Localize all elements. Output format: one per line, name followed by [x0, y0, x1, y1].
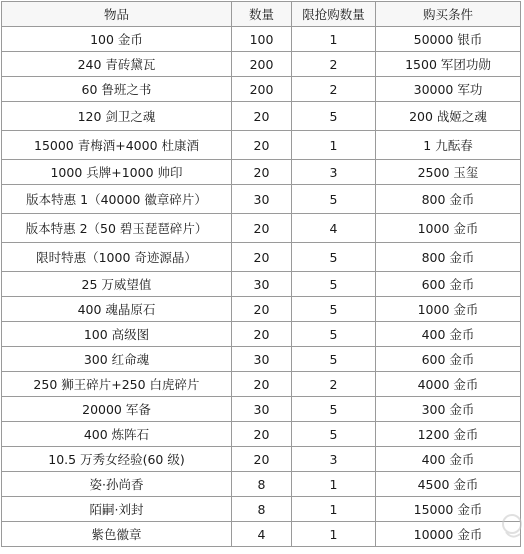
- table-header-row: [2, 2, 521, 27]
- limit-cell: 5: [292, 102, 376, 131]
- table-row: [2, 77, 521, 102]
- condition-cell: 800 金币: [376, 243, 521, 272]
- quantity-cell: 8: [232, 472, 292, 497]
- item-cell: 版本特惠 1（40000 徽章碎片）: [2, 185, 232, 214]
- limit-cell: 2: [292, 372, 376, 397]
- quantity-cell: 20: [232, 447, 292, 472]
- item-cell: 120 剑卫之魂: [2, 102, 232, 131]
- quantity-cell: 20: [232, 102, 292, 131]
- header-item: 物品: [2, 2, 232, 27]
- limit-cell: 1: [292, 497, 376, 522]
- limit-cell: 5: [292, 397, 376, 422]
- quantity-cell: 20: [232, 160, 292, 185]
- quantity-cell: 20: [232, 243, 292, 272]
- quantity-cell: 8: [232, 497, 292, 522]
- table-row: [2, 372, 521, 397]
- limit-cell: 5: [292, 322, 376, 347]
- quantity-cell: 30: [232, 185, 292, 214]
- condition-cell: 600 金币: [376, 347, 521, 372]
- quantity-cell: 20: [232, 131, 292, 160]
- limit-cell: 3: [292, 160, 376, 185]
- quantity-cell: 20: [232, 297, 292, 322]
- condition-cell: 1500 军团功勋: [376, 52, 521, 77]
- reward-table: [1, 1, 521, 547]
- item-cell: 姿·孙尚香: [2, 472, 232, 497]
- quantity-cell: 200: [232, 77, 292, 102]
- condition-cell: 600 金币: [376, 272, 521, 297]
- condition-cell: 30000 军功: [376, 77, 521, 102]
- item-cell: 15000 青梅酒+4000 杜康酒: [2, 131, 232, 160]
- quantity-cell: 20: [232, 214, 292, 243]
- item-cell: 60 鲁班之书: [2, 77, 232, 102]
- table-row: [2, 422, 521, 447]
- condition-cell: 10000 金币: [376, 522, 521, 547]
- limit-cell: 4: [292, 214, 376, 243]
- quantity-cell: 20: [232, 422, 292, 447]
- quantity-cell: 30: [232, 347, 292, 372]
- item-cell: 1000 兵牌+1000 帅印: [2, 160, 232, 185]
- table-row: [2, 522, 521, 547]
- item-cell: 100 高级图: [2, 322, 232, 347]
- condition-cell: 4500 金币: [376, 472, 521, 497]
- limit-cell: 2: [292, 77, 376, 102]
- table-row: [2, 102, 521, 131]
- item-cell: 300 红命魂: [2, 347, 232, 372]
- header-purchase-condition: 购买条件: [376, 2, 521, 27]
- limit-cell: 1: [292, 131, 376, 160]
- item-cell: 20000 军备: [2, 397, 232, 422]
- item-cell: 250 狮王碎片+250 白虎碎片: [2, 372, 232, 397]
- table-row: [2, 472, 521, 497]
- item-cell: 25 万威望值: [2, 272, 232, 297]
- quantity-cell: 20: [232, 372, 292, 397]
- condition-cell: 800 金币: [376, 185, 521, 214]
- item-cell: 400 炼阵石: [2, 422, 232, 447]
- table-row: [2, 447, 521, 472]
- quantity-cell: 20: [232, 322, 292, 347]
- limit-cell: 1: [292, 522, 376, 547]
- condition-cell: 1000 金币: [376, 214, 521, 243]
- limit-cell: 2: [292, 52, 376, 77]
- quantity-cell: 30: [232, 397, 292, 422]
- table-row: [2, 297, 521, 322]
- item-cell: 版本特惠 2（50 碧玉琵琶碎片）: [2, 214, 232, 243]
- condition-cell: 400 金币: [376, 322, 521, 347]
- item-cell: 100 金币: [2, 27, 232, 52]
- quantity-cell: 4: [232, 522, 292, 547]
- table-row: [2, 272, 521, 297]
- table-row: [2, 214, 521, 243]
- item-cell: 限时特惠（1000 奇迹源晶）: [2, 243, 232, 272]
- limit-cell: 5: [292, 243, 376, 272]
- limit-cell: 5: [292, 422, 376, 447]
- table-row: [2, 131, 521, 160]
- table-row: [2, 322, 521, 347]
- table-row: [2, 185, 521, 214]
- condition-cell: 2500 玉玺: [376, 160, 521, 185]
- limit-cell: 1: [292, 472, 376, 497]
- condition-cell: 300 金币: [376, 397, 521, 422]
- quantity-cell: 30: [232, 272, 292, 297]
- item-cell: 陌嗣·刘封: [2, 497, 232, 522]
- table-row: [2, 52, 521, 77]
- table-row: [2, 160, 521, 185]
- condition-cell: 15000 金币: [376, 497, 521, 522]
- condition-cell: 4000 金币: [376, 372, 521, 397]
- limit-cell: 3: [292, 447, 376, 472]
- condition-cell: 200 战姬之魂: [376, 102, 521, 131]
- condition-cell: 1000 金币: [376, 297, 521, 322]
- limit-cell: 5: [292, 297, 376, 322]
- item-cell: 400 魂晶原石: [2, 297, 232, 322]
- condition-cell: 1200 金币: [376, 422, 521, 447]
- table-row: [2, 347, 521, 372]
- item-cell: 10.5 万秀女经验(60 级): [2, 447, 232, 472]
- table-row: [2, 243, 521, 272]
- condition-cell: 1 九酝春: [376, 131, 521, 160]
- limit-cell: 1: [292, 27, 376, 52]
- item-cell: 紫色徽章: [2, 522, 232, 547]
- condition-cell: 400 金币: [376, 447, 521, 472]
- quantity-cell: 100: [232, 27, 292, 52]
- limit-cell: 5: [292, 272, 376, 297]
- header-quantity: 数量: [232, 2, 292, 27]
- table-row: [2, 27, 521, 52]
- limit-cell: 5: [292, 185, 376, 214]
- header-purchase-limit: 限抢购数量: [292, 2, 376, 27]
- table-row: [2, 497, 521, 522]
- quantity-cell: 200: [232, 52, 292, 77]
- table-row: [2, 397, 521, 422]
- condition-cell: 50000 银币: [376, 27, 521, 52]
- limit-cell: 5: [292, 347, 376, 372]
- item-cell: 240 青砖黛瓦: [2, 52, 232, 77]
